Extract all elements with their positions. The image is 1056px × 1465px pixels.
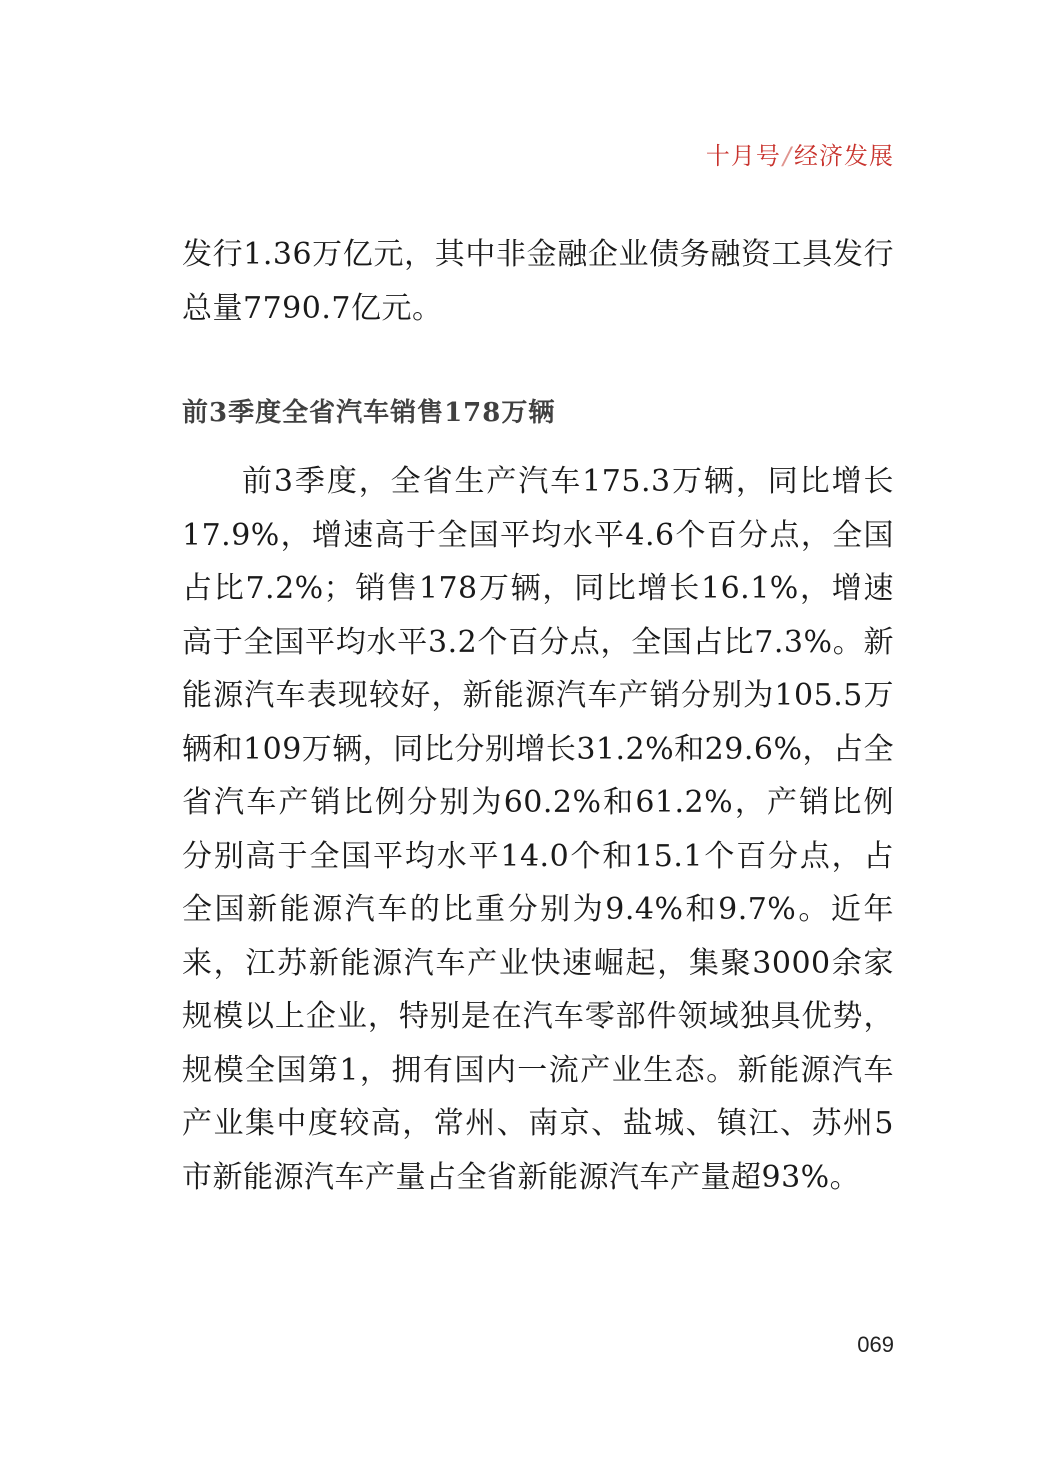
running-header <box>706 136 894 171</box>
header-separator: / <box>782 142 792 170</box>
issue-label: 十月号 <box>705 142 781 170</box>
article-body <box>182 228 894 1204</box>
section-label: 经济发展 <box>794 142 894 170</box>
paragraph-auto-sales: 前3季度，全省生产汽车175.3万辆，同比增长17.9%，增速高于全国平均水平4.6个百分点，全国占比7.2%；销售178万辆，同比增长16.1%，增速高于全国平均水平3.2个百分点，全国占比7.3%。新能源汽车表现较好，新能源汽车产销分别为105.5万辆和109万辆，同比分别增长31.2%和29.6%，占全省汽车产销比例分别为60.2%和61.2%，产销比例分别高于全国平均水平14.0个和15.1个百分点，占全国新能源汽车的比重分别为9.4%和9.7%。近年来，江苏新能源汽车产业快速崛起，集聚3000余家规模以上企业，特别是在汽车零部件领域独具优势，规模全国第1，拥有国内一流产业生态。新能源汽车产业集中度较高，常州、南京、盐城、镇江、苏州5市新能源汽车产量占全省新能源汽车产量超93%。 <box>182 464 894 1195</box>
section-heading-auto-sales: 前3季度全省汽车销售178万辆 <box>182 398 556 428</box>
page-number: 069 <box>857 1332 894 1357</box>
paragraph-bond-issuance: 发行1.36万亿元，其中非金融企业债务融资工具发行总量7790.7亿元。 <box>182 237 894 326</box>
